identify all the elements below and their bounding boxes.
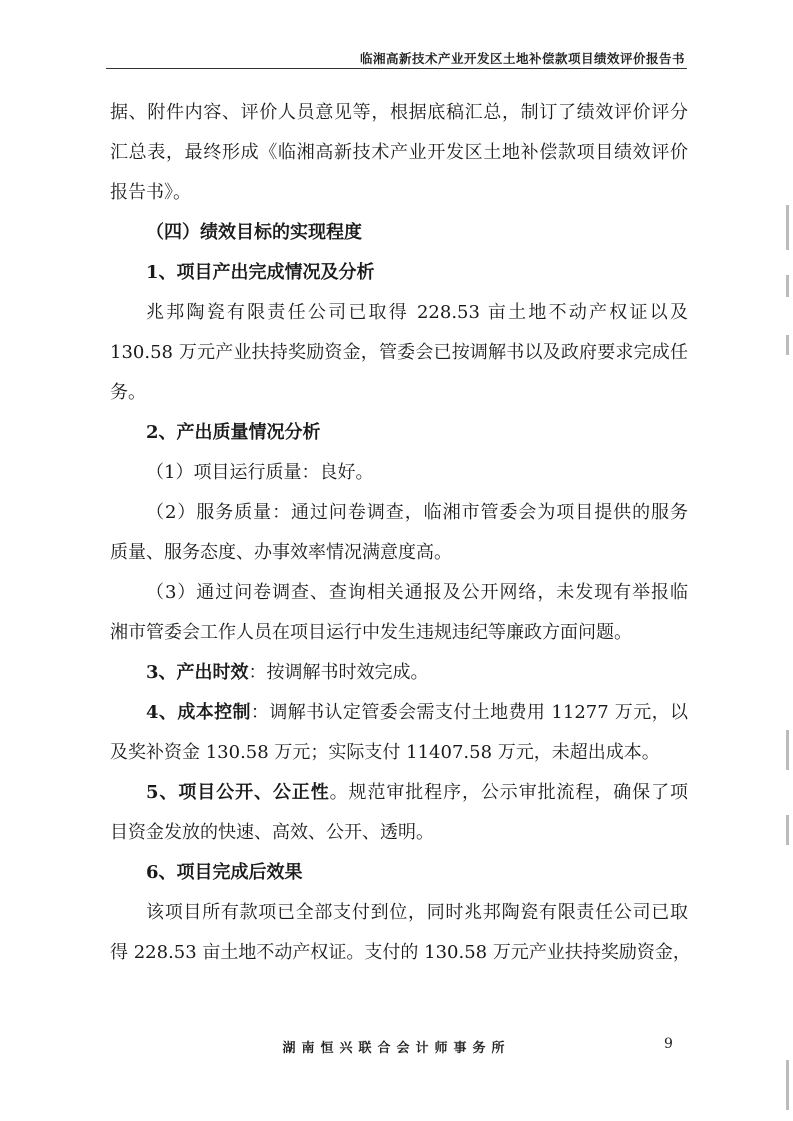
- s4-line-2: 及奖补资金 130.58 万元；实际支付 11407.58 万元，未超出成本。: [110, 742, 660, 763]
- s3-line: [110, 653, 688, 693]
- s1-line-3: 务。: [110, 382, 146, 403]
- s4-text-1: ：调解书认定管委会需支付土地费用 11277 万元，以: [250, 702, 688, 723]
- s2-item-3-line-2: 湘市管委会工作人员在项目运行中发生违规违纪等廉政方面问题。: [110, 622, 632, 643]
- scan-edge-mark: [786, 815, 789, 845]
- header-rule: [106, 68, 687, 69]
- s2-item-3-line-1: （3）通过问卷调查、查询相关通报及公开网络，未发现有举报临: [146, 582, 688, 603]
- s5-line-2: 目资金发放的快速、高效、公开、透明。: [110, 822, 434, 843]
- document-body: [110, 93, 691, 973]
- scan-edge-mark: [786, 730, 789, 770]
- s4-label: 4、成本控制: [146, 702, 251, 723]
- section-4-heading: （四）绩效目标的实现程度: [146, 222, 362, 243]
- s3-text: ：按调解书时效完成。: [248, 662, 429, 683]
- footer-firm-name: 湖南恒兴联合会计师事务所: [282, 1041, 511, 1056]
- s5-line-1: [110, 773, 688, 813]
- s2-item-1: （1）项目运行质量：良好。: [146, 462, 374, 483]
- s6-line-1: 该项目所有款项已全部支付到位，同时兆邦陶瓷有限责任公司已取: [146, 902, 688, 923]
- s1-line-1: 兆邦陶瓷有限责任公司已取得 228.53 亩土地不动产权证以及: [146, 302, 688, 323]
- s2-item-2-line-2: 质量、服务态度、办事效率情况满意度高。: [110, 542, 452, 563]
- s5-label: 5、项目公开、公正性: [146, 782, 330, 803]
- s6-line-2: 得 228.53 亩土地不动产权证。支付的 130.58 万元产业扶持奖励资金，: [110, 942, 691, 963]
- s4-line-1: [110, 693, 688, 733]
- s1-line-2: 130.58 万元产业扶持奖励资金，管委会已按调解书以及政府要求完成任: [110, 342, 688, 363]
- scan-edge-mark: [786, 1060, 789, 1110]
- s3-label: 3、产出时效: [146, 662, 249, 683]
- s1-heading: 1、项目产出完成情况及分析: [146, 262, 375, 283]
- intro-line-3: 报告书》。: [110, 182, 191, 203]
- s2-heading: 2、产出质量情况分析: [146, 422, 321, 443]
- scan-edge-mark: [786, 335, 789, 355]
- s6-heading: 6、项目完成后效果: [146, 862, 303, 883]
- s2-item-2-line-1: （2）服务质量：通过问卷调查，临湘市管委会为项目提供的服务: [146, 502, 688, 523]
- page-number: 9: [664, 1036, 673, 1052]
- intro-line-2: 汇总表，最终形成《临湘高新技术产业开发区土地补偿款项目绩效评价: [110, 142, 688, 163]
- s5-text-1: 。规范审批程序，公示审批流程，确保了项: [329, 782, 688, 803]
- header-title: 临湘高新技术产业开发区土地补偿款项目绩效评价报告书: [359, 51, 685, 66]
- scan-edge-mark: [786, 275, 789, 297]
- scan-edge-mark: [786, 205, 789, 250]
- intro-line-1: 据、附件内容、评价人员意见等，根据底稿汇总，制订了绩效评价评分: [110, 102, 688, 123]
